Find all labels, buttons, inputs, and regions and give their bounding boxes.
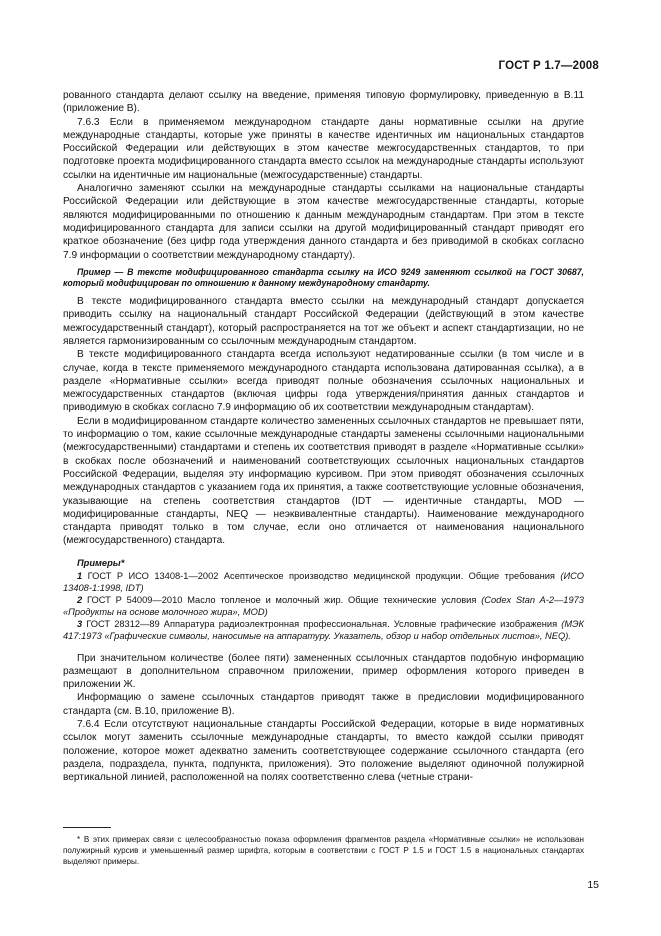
example-item [63, 570, 584, 594]
paragraph-7-6-4: 7.6.4 Если отсутствуют национальные стандарты Российской Федерации, которые в виде нормативных ссылок могут заменить ссылочные международные стандарты, то вместо каждой ссылки приводят положение, которое может адекватно заменить соответствующее содержание ссылочного стандарта (его раздела, подраздела, пункта, подпункта, приложения). Это положение выделяют одиночной полужирной вертикальной линией, расположенной на полях соответственно слева (четные страни- [63, 719, 584, 784]
paragraph-7-6-3: 7.6.3 Если в применяемом международном стандарте даны нормативные ссылки на другие международные стандарты, которые уже приняты в качестве идентичных им национальных стандартов Российской Федерации или действующих в этом качестве межгосударственных стандартов, то при подготовке проекта модифицированного стандарта вместо ссылок на международные стандарты используют ссылки на идентичные им национальные (межгосударственные) стандарты. [63, 116, 584, 181]
example-number: 2 [77, 595, 83, 606]
document-header: ГОСТ Р 1.7—2008 [498, 60, 599, 72]
example-note: Пример — В тексте модифицированного стандарта ссылку на ИСО 9249 заменяют ссылкой на ГОСТ 30687, который модифицирован по отношению к данному международному стандарту. [63, 266, 584, 289]
example-item [63, 618, 584, 642]
body-text [63, 89, 584, 785]
paragraph: В тексте модифицированного стандарта всегда используют недатированные ссылки (в том числе и в случае, когда в тексте применяемого международного стандарта использована датированная ссылка), а в разделе «Нормативные ссылки» всегда приводят полные обозначения ссылочных национальных и межгосударственных стандартов (включая цифры года утверждения/принятия данных стандартов и приводимую в скобках согласно 7.9 информацию об их соответствии международным стандартам). [63, 349, 584, 414]
examples-title: Примеры* [77, 557, 125, 568]
example-item [63, 594, 584, 618]
page-number: 15 [587, 879, 599, 891]
example-number: 3 [77, 619, 83, 630]
paragraph: При значительном количестве (более пяти) замененных ссылочных стандартов подобную информацию размещают в дополнительном справочном приложении, пример оформления которого приведен в приложении Ж. [63, 652, 584, 691]
example-number: 1 [77, 570, 83, 581]
example-reference: (Codex Stan A-2—1973 «Продукты на основе молочного жира», MOD) [63, 595, 584, 618]
example-text: ГОСТ 28312—89 Аппаратура радиоэлектронная профессиональная. Условные графические изображения [86, 619, 558, 630]
paragraph: Аналогично заменяют ссылки на международные стандарты ссылками на национальные стандарты Российской Федерации или действующие в этом качестве межгосударственные стандарты, которые являются модифицированными по отношению к данным международным стандартам. При этом в тексте модифицированного стандарта для записи ссылки на другой модифицированный стандарт приводят его краткое обозначение (без цифр года утверждения данного стандарта и без приводимой в скобках согласно 7.9 информации о соответствии международному стандарту). [63, 183, 584, 261]
paragraph: Информацию о замене ссылочных стандартов приводят также в предисловии модифицированного стандарта (см. В.10, приложение В). [63, 692, 584, 717]
footnote-divider [63, 827, 111, 828]
paragraph: В тексте модифицированного стандарта вместо ссылки на международный стандарт допускается приводить ссылку на национальный стандарт Российской Федерации (действующий в этом качестве межгосударственный стандарт), который распространяется на тот же объект и аспект стандартизации, но не является гармонизированным со ссылочным международным стандартом. [63, 296, 584, 347]
paragraph: рованного стандарта делают ссылку на введение, применяя типовую формулировку, приведенную в В.11 (приложение В). [63, 90, 584, 115]
example-text: ГОСТ Р 54009—2010 Масло топленое и молочный жир. Общие технические условия [86, 595, 477, 606]
example-reference: (МЭК 417:1973 «Графические символы, наносимые на аппаратуру. Указатель, обзор и набор отдельных листов», NEQ). [63, 619, 585, 642]
footnote: * В этих примерах связи с целесообразностью показа оформления фрагментов раздела «Нормативные ссылки» не использован полужирный курсив и уменьшенный размер шрифта, которым в соответствии с ГОСТ Р 1.5 и ГОСТ 1.5 в национальных стандартах выделяют примеры. [63, 835, 584, 867]
paragraph: Если в модифицированном стандарте количество замененных ссылочных стандартов не превышает пяти, то информацию о том, какие ссылочные международные стандарты заменены ссылочными национальными (межгосударственными) стандартами и степень их соответствия приводят в разделе «Нормативные ссылки» в скобках после обозначений и наименований соответствующих ссылочных национальных стандартов Российской Федерации, выделяя эту информацию курсивом. При этом приводят обозначения ссылочных международных стандартов с указанием года их принятия, а также соответствующие условные обозначения, указывающие на степень соответствия стандартов (IDT — идентичные стандарты, MOD — модифицированные стандарты, NEQ — неэквивалентные стандарты). Наименование международного стандарта приводят только в том случае, если оно отличается от наименования национального (межгосударственного) стандарта. [63, 415, 584, 547]
example-reference: (ИСО 13408-1:1998, IDT) [63, 570, 584, 594]
example-text: ГОСТ Р ИСО 13408-1—2002 Асептическое производство медицинской продукции. Общие требования [87, 570, 555, 581]
